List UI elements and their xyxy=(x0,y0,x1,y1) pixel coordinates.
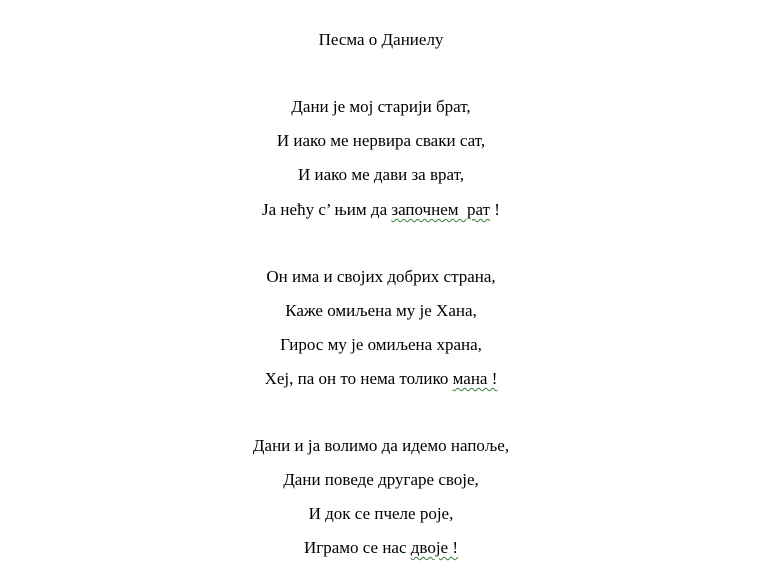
poem-line xyxy=(0,369,762,389)
poem-line: Гирос му је омиљена храна, xyxy=(280,335,482,354)
spellcheck-marked-text: започнем рат xyxy=(391,200,491,219)
poem-line xyxy=(0,538,762,558)
line-text: ! xyxy=(490,200,500,219)
poem-line: И док се пчеле роје, xyxy=(308,504,454,523)
poem-line: И иако ме дави за врат, xyxy=(298,165,464,184)
poem-line xyxy=(0,200,762,220)
poem-title: Песма о Даниелу xyxy=(318,30,444,49)
poem-line: И иако ме нервира сваки сат, xyxy=(276,131,486,150)
poem-line: Он има и својих добрих страна, xyxy=(266,267,496,286)
poem-line: Каже омиљена му је Хана, xyxy=(285,301,477,320)
poem-line: Дани је мој старији брат, xyxy=(291,97,471,116)
spellcheck-marked-text: мана ! xyxy=(452,369,498,388)
poem-line: Дани и ја волимо да идемо напоље, xyxy=(252,436,510,455)
spellcheck-marked-text: двоје ! xyxy=(410,538,459,557)
poem-line: Дани поведе другаре своје, xyxy=(283,470,479,489)
line-text: Играмо се нас xyxy=(303,538,411,557)
line-text: Ја нећу с’ њим да xyxy=(262,200,392,219)
line-text: Хеј, па он то нема толико xyxy=(264,369,453,388)
